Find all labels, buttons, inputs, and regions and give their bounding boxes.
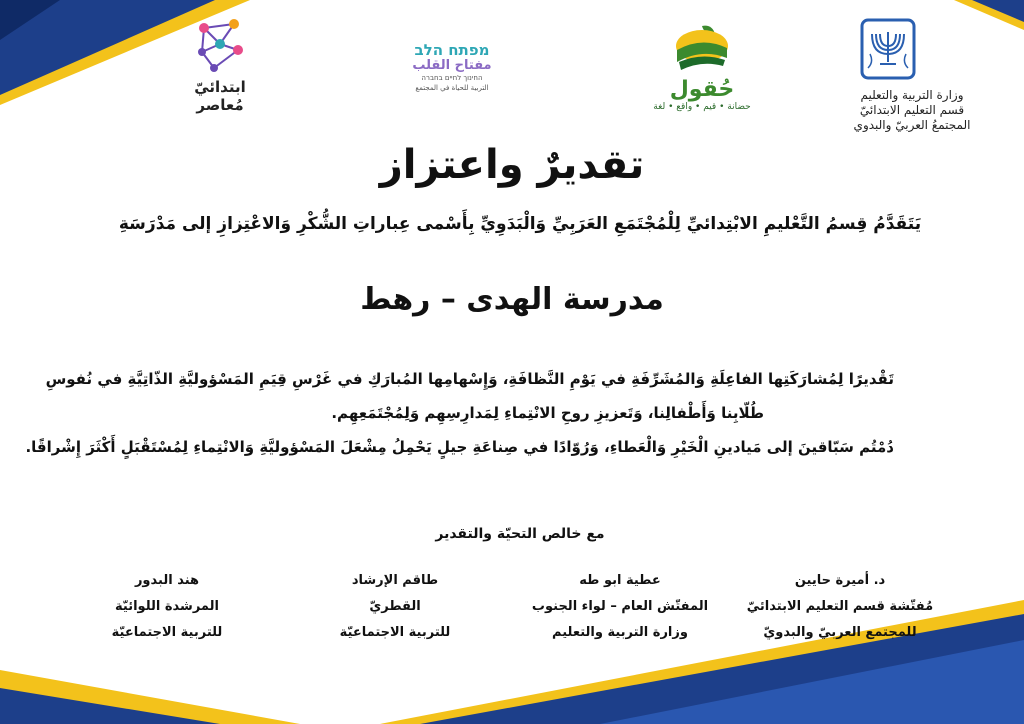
heart-key-arabic: مفتاح القلب bbox=[412, 58, 492, 73]
signature-role: المرشدة اللوائيّة bbox=[115, 599, 219, 614]
signature-role: مُفتّشة قسم التعليم الابتدائيّ bbox=[746, 599, 934, 614]
body-line-1: تَقْديرًا لِمُشارَكَتِها الفاعِلَةِ وَالمُشَرِّفَةِ في يَوْمِ النَّظافَةِ، وَإِسْهامِها المُبارَكِ في غَرْسِ قِيَمِ المَسْؤوليَّةِ الذّاتِيَّةِ في نُفوسِ bbox=[45, 370, 894, 388]
ministry-line-2: قسم التعليم الابتدائيّ bbox=[859, 103, 965, 117]
heart-key-arabic-sub: التربية للحياة في المجتمع bbox=[415, 84, 489, 92]
certificate-subtitle: يَتَقَدَّمُ قِسمُ التَّعْليمِ الابْتِدائيِّ لِلْمُجْتَمَعِ العَرَبِيِّ وَالْبَدَوِيِّ بِأَسْمى عِباراتِ الشُّكْرِ وَالاعْتِزازِ إلى مَدْرَسَةِ bbox=[118, 214, 922, 234]
signature-name: هند البدور bbox=[134, 573, 200, 588]
hukul-logo bbox=[652, 22, 752, 112]
signature-name: د. أميرة حايين bbox=[794, 573, 886, 588]
closing-greeting: مع خالص التحيّة والتقدير bbox=[435, 526, 605, 542]
leaf-field-icon bbox=[667, 22, 737, 74]
body-line-2: طُلّابِنا وَأَطْفالِنا، وَتَعزيزِ روحِ الانْتِماءِ لِمَدارِسِهِم وَلِمُجْتَمَعِهِم. bbox=[331, 404, 764, 422]
signature-org: للتربية الاجتماعيّة bbox=[339, 625, 451, 640]
top-left-corner-decoration bbox=[0, 0, 300, 110]
network-graph-icon bbox=[192, 14, 248, 74]
body-line-3: دُمْتُم سَبّاقينَ إلى مَيادينِ الْخَيْرِ وَالْعَطاءِ، وَرُوّادًا في صِناعَةِ جيلٍ يَحْمِلُ مِشْعَلَ المَسْؤوليَّةِ وَالانْتِماءِ لِمُسْتَقْبَلٍ أَكْثَرَ إِشْراقًا. bbox=[25, 438, 894, 456]
heart-key-hebrew-sub: החינוך לחיים בחברה bbox=[421, 74, 483, 82]
signature-general-inspector bbox=[530, 568, 710, 646]
hukul-name: حُقول bbox=[669, 77, 735, 102]
ministry-line-1: وزارة التربية والتعليم bbox=[860, 88, 964, 102]
signature-org: وزارة التربية والتعليم bbox=[552, 625, 688, 640]
signature-name: عطية ابو طه bbox=[579, 573, 661, 588]
modern-line-1: ابتدائيّ bbox=[194, 78, 246, 96]
modern-line-2: مُعاصر bbox=[196, 96, 244, 114]
signature-name: طاقم الإرشاد bbox=[351, 573, 439, 588]
signature-role: القطريّ bbox=[369, 599, 421, 614]
signature-org: للمجتمع العربيّ والبدويّ bbox=[763, 625, 917, 640]
signature-guidance-team bbox=[310, 568, 480, 646]
signature-inspector bbox=[740, 568, 940, 646]
ministry-logo bbox=[858, 18, 918, 80]
top-right-corner-decoration bbox=[924, 0, 1024, 40]
heart-key-logo bbox=[412, 42, 492, 93]
signature-org: للتربية الاجتماعيّة bbox=[111, 625, 223, 640]
certificate-body bbox=[25, 362, 894, 464]
school-name: مدرسة الهدى – رهط bbox=[360, 282, 664, 317]
signature-district-counselor bbox=[82, 568, 252, 646]
ministry-line-3: المجتمعُ العربيّ والبدوي bbox=[853, 118, 971, 132]
certificate-title: تقديرٌ واعتزاز bbox=[379, 142, 645, 188]
heart-key-hebrew: מפתח הלב bbox=[414, 41, 490, 59]
ministry-text bbox=[812, 88, 1012, 133]
menorah-emblem-icon bbox=[860, 18, 916, 80]
hukul-tagline: حضانة • قيم • واقع • لغة bbox=[653, 102, 751, 112]
signature-role: المفتّش العام – لواء الجنوب bbox=[531, 599, 709, 614]
modern-primary-logo bbox=[188, 14, 252, 114]
